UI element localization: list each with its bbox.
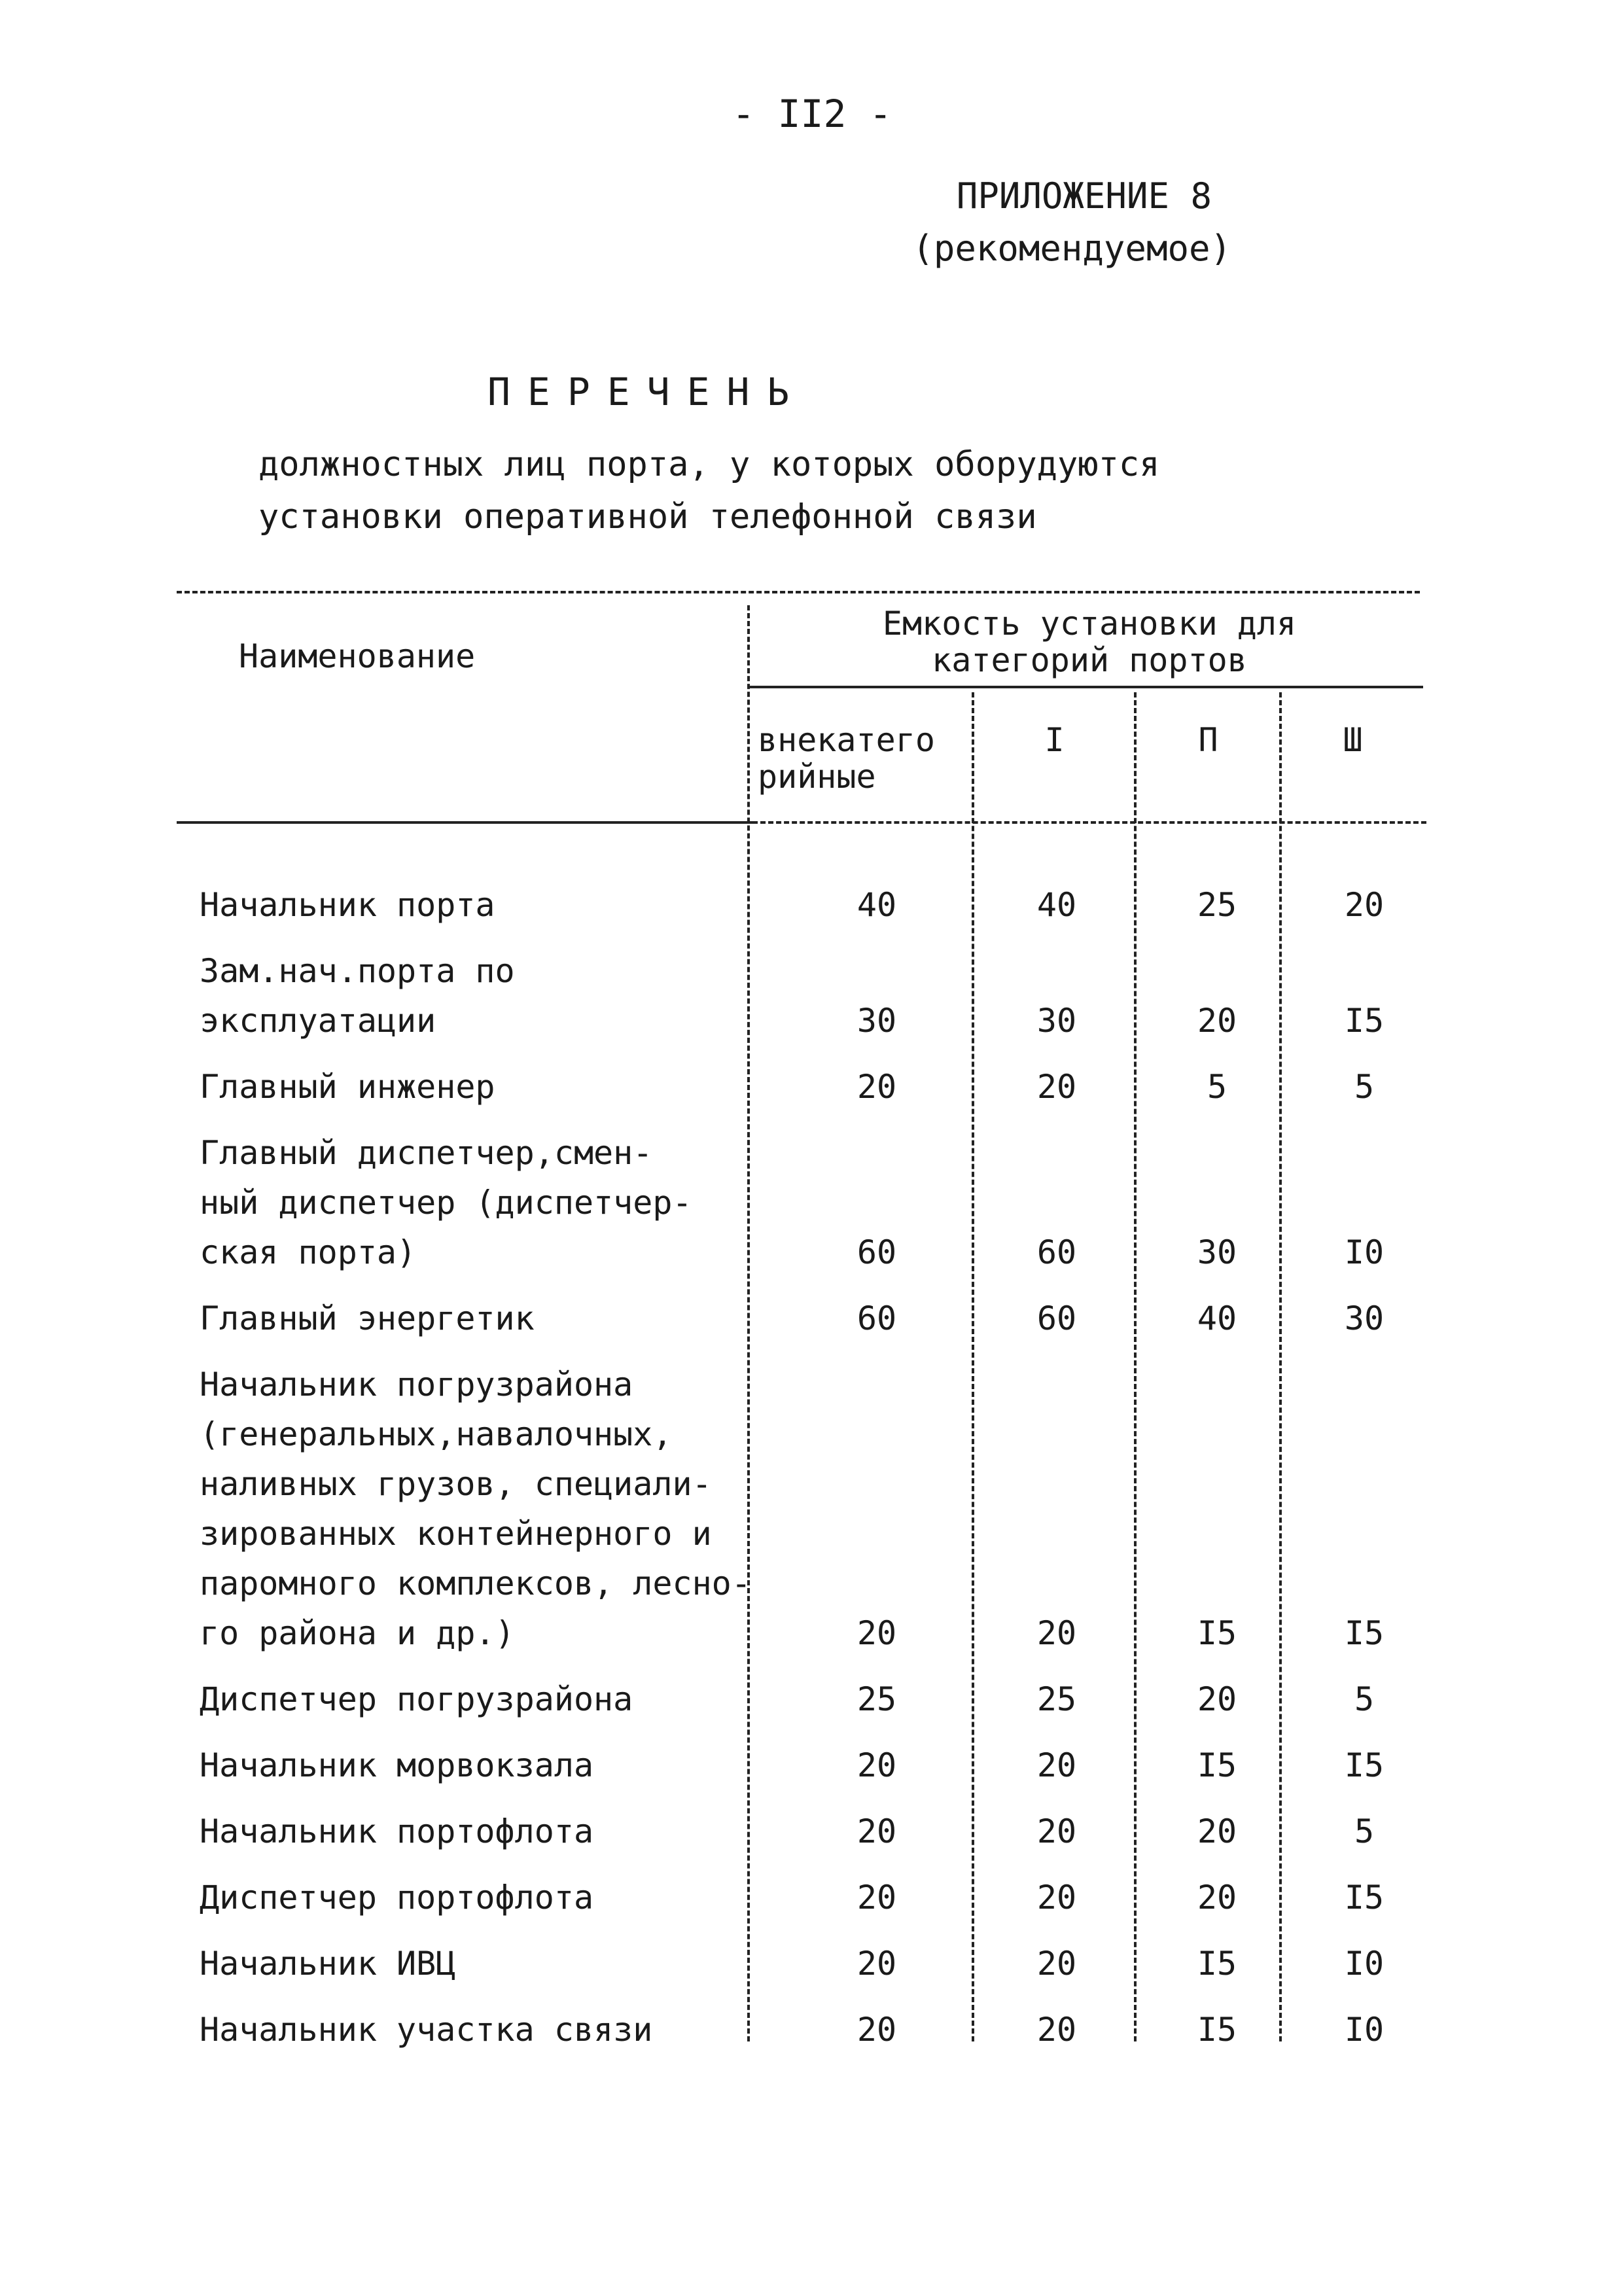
table-cell-value: 20: [1036, 2011, 1077, 2049]
table-row-name-line: Начальник участка связи: [200, 2011, 653, 2049]
table-cell-value: 20: [1197, 1812, 1237, 1850]
table-cell-value: 25: [856, 1680, 897, 1718]
table-row-name-line: Диспетчер погрузрайона: [200, 1680, 633, 1718]
table-row-name: [200, 880, 756, 930]
column-divider-outside-cat1: [972, 692, 974, 2041]
table-row-name-line: Главный энергетик: [200, 1299, 535, 1337]
header-outside-category-line: рийные: [758, 758, 876, 796]
table-cell-value: 20: [856, 1746, 897, 1784]
page-number: - II2 -: [732, 92, 892, 136]
header-category-2: П: [1198, 721, 1218, 759]
table-row-name-line: паромного комплексов, лесно-: [200, 1564, 751, 1602]
table-cell-value: I5: [1344, 1002, 1385, 1040]
header-capacity: [752, 605, 1426, 679]
table-row-name-line: наливных грузов, специали-: [200, 1465, 712, 1503]
table-cell-value: 40: [856, 886, 897, 924]
table-row-name-line: ская порта): [200, 1233, 417, 1271]
header-outside-category: [758, 722, 935, 795]
table-cell-value: I0: [1344, 2011, 1385, 2049]
table-cell-value: 20: [856, 1879, 897, 1916]
table-cell-value: 20: [856, 1614, 897, 1652]
table-row-name: [200, 1674, 756, 1724]
document-subtitle: [258, 438, 1160, 543]
table-cell-value: I5: [1344, 1614, 1385, 1652]
table-cell-value: 5: [1207, 1068, 1227, 1106]
table-row-name-line: Начальник портофлота: [200, 1812, 594, 1850]
table-row-name-line: Начальник морвокзала: [200, 1746, 594, 1784]
table-cell-value: 60: [856, 1233, 897, 1271]
table-cell-value: 30: [1344, 1299, 1385, 1337]
table-cell-value: 25: [1036, 1680, 1077, 1718]
capacity-header-rule: [749, 686, 1423, 688]
table-cell-value: 20: [1036, 1746, 1077, 1784]
table-cell-value: 20: [1197, 1002, 1237, 1040]
table-cell-value: 5: [1354, 1680, 1375, 1718]
table-row-name: [200, 1294, 756, 1343]
table-row-name: [200, 1807, 756, 1856]
header-capacity-line: Емкость установки для: [882, 605, 1297, 643]
table-cell-value: I0: [1344, 1233, 1385, 1271]
table-row-name-line: Начальник погрузрайона: [200, 1366, 633, 1404]
header-outside-category-line: внекатего: [758, 721, 935, 759]
header-name: Наименование: [239, 637, 476, 675]
table-row-name-line: Начальник порта: [200, 886, 495, 924]
table-cell-value: 20: [1197, 1879, 1237, 1916]
table-cell-value: 20: [1036, 1068, 1077, 1106]
table-cell-value: 40: [1197, 1299, 1237, 1337]
table-cell-value: I5: [1197, 1614, 1237, 1652]
table-cell-value: I5: [1197, 1945, 1237, 1983]
table-cell-value: 30: [856, 1002, 897, 1040]
appendix-title: ПРИЛОЖЕНИЕ 8: [956, 175, 1212, 217]
table-row-name-line: эксплуатации: [200, 1002, 436, 1040]
table-cell-value: 25: [1197, 886, 1237, 924]
table-cell-value: 20: [1344, 886, 1385, 924]
table-row-name: [200, 1128, 756, 1277]
table-row-name-line: Главный диспетчер,смен-: [200, 1134, 653, 1172]
table-row-name-line: ный диспетчер (диспетчер-: [200, 1184, 692, 1222]
table-cell-value: 60: [856, 1299, 897, 1337]
table-cell-value: 20: [856, 1068, 897, 1106]
table-cell-value: 20: [1036, 1614, 1077, 1652]
table-cell-value: I5: [1344, 1879, 1385, 1916]
table-row-name-line: зированных контейнерного и: [200, 1515, 712, 1553]
table-cell-value: 20: [1036, 1812, 1077, 1850]
table-row-name-line: Главный инженер: [200, 1068, 495, 1106]
table-cell-value: 40: [1036, 886, 1077, 924]
column-divider-cat1-cat2: [1134, 692, 1137, 2041]
table-cell-value: 20: [1036, 1879, 1077, 1916]
table-row-name: [200, 1740, 756, 1790]
header-bottom-rule-right: [752, 821, 1426, 824]
table-cell-value: 30: [1197, 1233, 1237, 1271]
table-cell-value: 20: [856, 1945, 897, 1983]
table-top-rule: [177, 591, 1420, 593]
table-cell-value: 20: [856, 2011, 897, 2049]
table-cell-value: I5: [1197, 2011, 1237, 2049]
table-row-name-line: Зам.нач.порта по: [200, 952, 515, 990]
table-row-name: [200, 2005, 756, 2055]
table-cell-value: 20: [1036, 1945, 1077, 1983]
header-category-3: Ш: [1343, 721, 1363, 759]
table-row-name: [200, 1360, 756, 1658]
table-cell-value: 5: [1354, 1068, 1375, 1106]
table-cell-value: I5: [1197, 1746, 1237, 1784]
table-row-name-line: го района и др.): [200, 1614, 515, 1652]
table-cell-value: 20: [1197, 1680, 1237, 1718]
document-title: ПЕРЕЧЕНЬ: [487, 370, 807, 414]
table-row-name: [200, 946, 756, 1046]
header-bottom-rule: [177, 821, 752, 824]
table-row-name-line: (генеральных,навалочных,: [200, 1415, 673, 1453]
table-row-name: [200, 1062, 756, 1112]
appendix-block: [912, 170, 1231, 275]
table-cell-value: I5: [1344, 1746, 1385, 1784]
header-capacity-line: категорий портов: [932, 641, 1247, 679]
table-cell-value: 20: [856, 1812, 897, 1850]
table-row-name-line: Диспетчер портофлота: [200, 1879, 594, 1916]
appendix-subtitle: (рекомендуемое): [912, 228, 1231, 269]
table-row-name-line: Начальник ИВЦ: [200, 1945, 456, 1983]
table-cell-value: I0: [1344, 1945, 1385, 1983]
table-row-name: [200, 1873, 756, 1922]
table-cell-value: 30: [1036, 1002, 1077, 1040]
header-category-1: I: [1044, 721, 1065, 759]
subtitle-line: установки оперативной телефонной связи: [258, 497, 1037, 537]
subtitle-line: должностных лиц порта, у которых оборудуются: [258, 445, 1160, 484]
table-cell-value: 60: [1036, 1299, 1077, 1337]
table-cell-value: 5: [1354, 1812, 1375, 1850]
table-cell-value: 60: [1036, 1233, 1077, 1271]
table-row-name: [200, 1939, 756, 1988]
